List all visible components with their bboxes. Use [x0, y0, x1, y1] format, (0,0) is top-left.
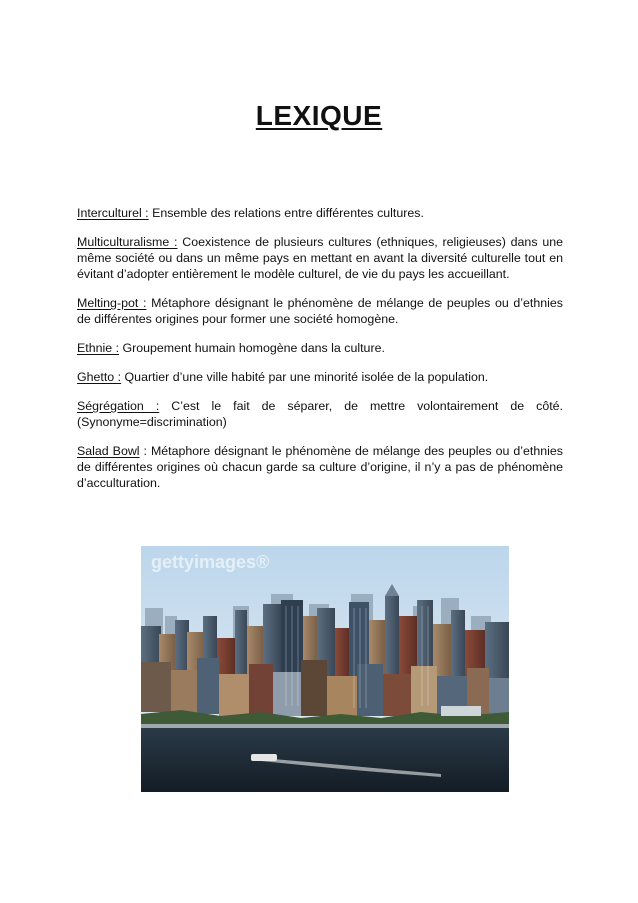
glossary-term: Salad Bowl	[77, 444, 140, 458]
glossary-definition: Coexistence de plusieurs cultures (ethniques, religieuses) dans une même société ou dans un même pays en mettant en avant la diversité culturelle tout en évitant d’adopter entièrement le modèle culturel, de vie du pays les accueillant.	[77, 235, 563, 281]
glossary-list	[77, 205, 563, 504]
glossary-entry	[77, 369, 563, 385]
glossary-entry	[77, 295, 563, 327]
skyline-photo	[141, 546, 509, 792]
page-title: LEXIQUE	[255, 100, 383, 131]
boat	[251, 754, 277, 761]
glossary-entry	[77, 398, 563, 430]
glossary-entry	[77, 234, 563, 282]
glossary-term: Ghetto :	[77, 370, 122, 384]
waterfront-pier	[441, 706, 481, 716]
glossary-definition: : Métaphore désignant le phénomène de mélange des peuples ou d’ethnies de différentes origines où chacun garde sa culture d’origine, il n’y a pas de phénomène d’acculturation.	[77, 444, 564, 490]
glossary-term: Multiculturalisme :	[77, 235, 178, 249]
glossary-term: Ségrégation :	[77, 399, 160, 413]
glossary-definition: Quartier d’une ville habité par une minorité isolée de la population.	[121, 370, 489, 384]
glossary-entry	[77, 443, 563, 491]
watermark: gettyimages®	[151, 552, 270, 572]
glossary-entry	[77, 205, 563, 221]
river-water	[141, 728, 509, 792]
glossary-definition: Groupement humain homogène dans la culture.	[119, 341, 385, 355]
glossary-term: Ethnie :	[77, 341, 120, 355]
glossary-term: Interculturel :	[77, 206, 149, 220]
glossary-definition: C’est le fait de séparer, de mettre volontairement de côté. (Synonyme=discrimination)	[77, 399, 563, 429]
glossary-definition: Métaphore désignant le phénomène de mélange de peuples ou d’ethnies de différentes origines pour former une société homogène.	[77, 296, 563, 326]
glossary-entry	[77, 340, 563, 356]
glossary-definition: Ensemble des relations entre différentes cultures.	[148, 206, 424, 220]
glossary-term: Melting-pot :	[77, 296, 147, 310]
